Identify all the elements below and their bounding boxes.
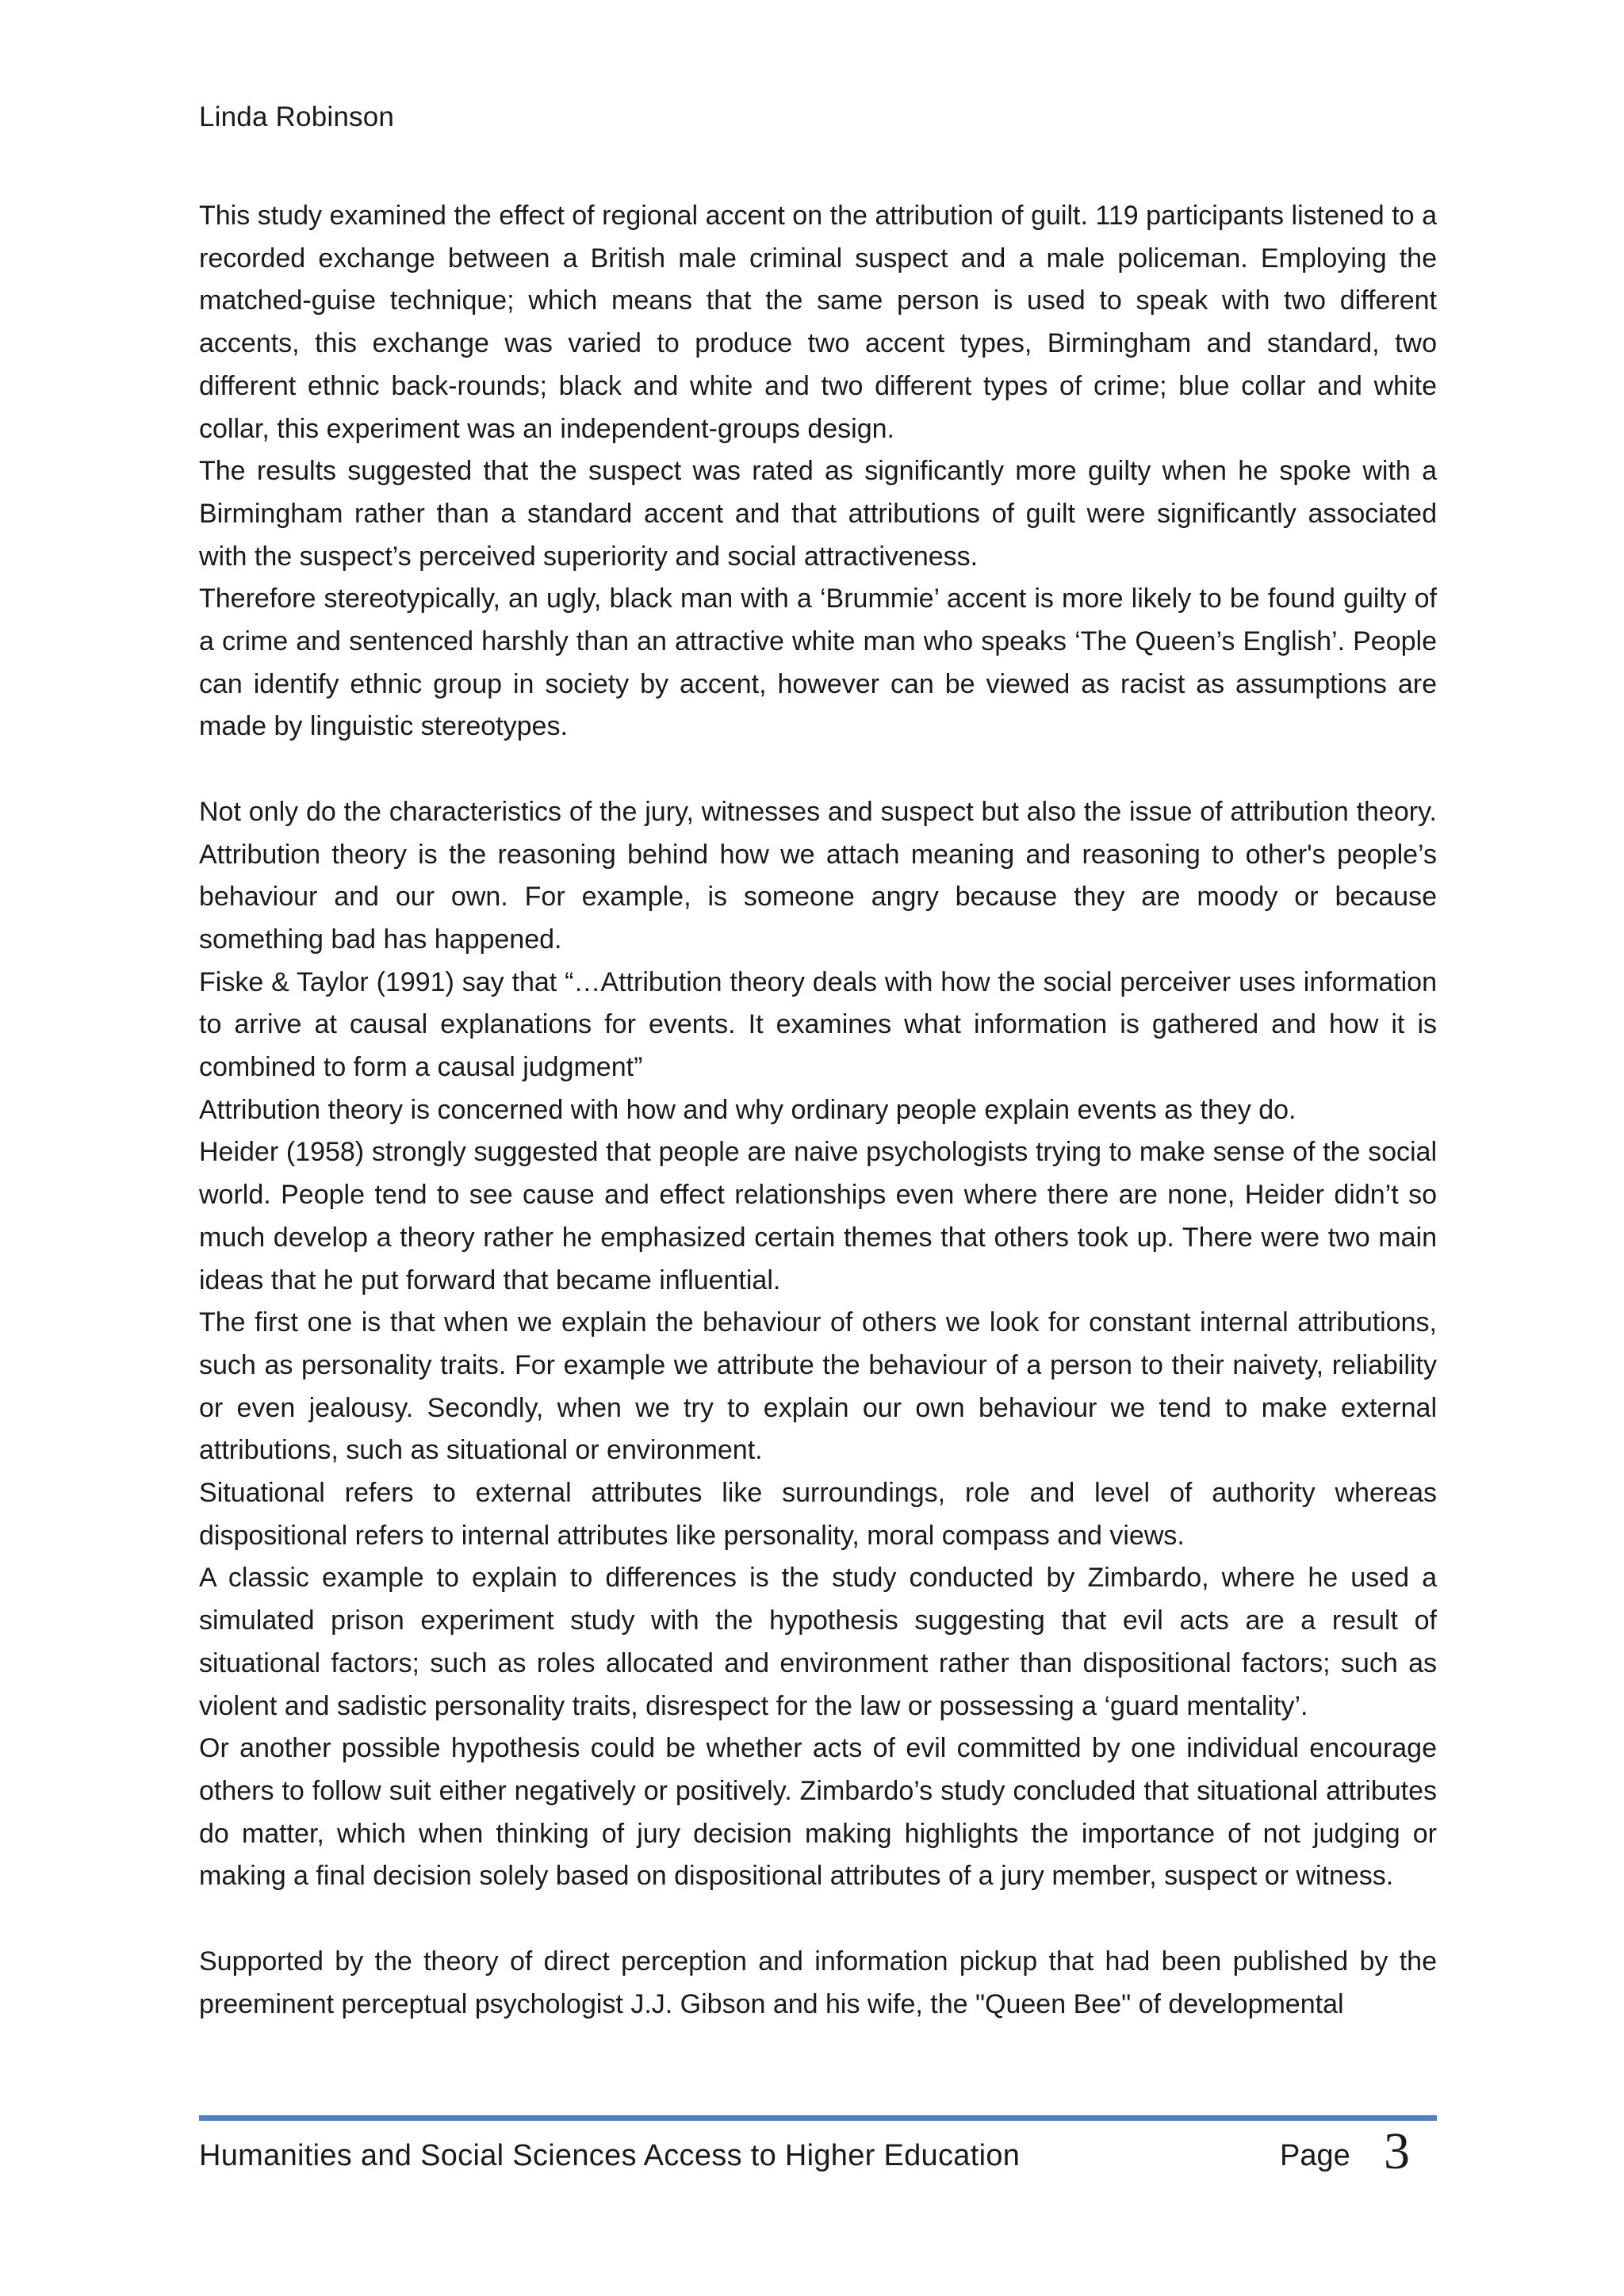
paragraph-internal-external: The first one is that when we explain the behaviour of others we look for constant internal attributions, such as personality traits. For example we attribute the behaviour of a person to their naivety, reliability or even jealousy. Secondly, when we try to explain our own behaviour we tend to make external attributions, such as situational or environment.: [199, 1307, 1437, 1466]
paragraph-stereotypes: Therefore stereotypically, an ugly, black man with a ‘Brummie’ accent is more likely to be found guilty of a crime and sentenced harshly than an attractive white man who speaks ‘The Queen’s English’. People can identify ethnic group in society by accent, however can be viewed as racist as assumptions are made by linguistic stereotypes.: [199, 584, 1437, 742]
paragraph-study-summary: This study examined the effect of regional accent on the attribution of guilt. 119 participants listened to a recorded exchange between a British male criminal suspect and a male policeman. Employing the matched-guise technique; which means that the same person is used to speak with two different accents, this exchange was varied to produce two accent types, Birmingham and standard, two different ethnic back-rounds; black and white and two different types of crime; blue collar and white collar, this experiment was an independent-groups design.: [199, 201, 1437, 444]
paragraph-results: The results suggested that the suspect was rated as significantly more guilty when he spoke with a Birmingham rather than a standard accent and that attributions of guilt were significantly associated with the suspect’s perceived superiority and social attractiveness.: [199, 456, 1437, 572]
paragraph-fiske-taylor: Fiske & Taylor (1991) say that “…Attribution theory deals with how the social perceiver uses information to arrive at causal explanations for events. It examines what information is gathered and how it is combined to form a causal judgment”: [199, 966, 1437, 1083]
footer-page-number: 3: [1384, 2122, 1410, 2180]
footer-course-title: Humanities and Social Sciences Access to Higher Education: [199, 2139, 1021, 2172]
page-header-author: Linda Robinson: [199, 101, 395, 132]
paragraph-hypothesis: Or another possible hypothesis could be whether acts of evil committed by one individual encourage others to follow suit either negatively or positively. Zimbardo’s study concluded that situational attributes do matter, which when thinking of jury decision making highlights the importance of not judging or making a final decision solely based on dispositional attributes of a jury member, suspect or witness.: [199, 1733, 1437, 1892]
paragraph-heider: Heider (1958) strongly suggested that people are naive psychologists trying to make sense of the social world. People tend to see cause and effect relationships even where there are none, Heider didn’t so much develop a theory rather he emphasized certain themes that others took up. There were two main ideas that he put forward that became influential.: [199, 1137, 1437, 1295]
footer-divider: [199, 2115, 1437, 2121]
paragraph-zimbardo: A classic example to explain to differences is the study conducted by Zimbardo, where he used a simulated prison experiment study with the hypothesis suggesting that evil acts are a result of situational factors; such as roles allocated and environment rather than dispositional factors; such as violent and sadistic personality traits, disrespect for the law or possessing a ‘guard mentality’.: [199, 1563, 1437, 1721]
paragraph-attribution-theory: Not only do the characteristics of the jury, witnesses and suspect but also the issue of attribution theory. Attribution theory is the reasoning behind how we attach meaning and reasoning to other's people’s behaviour and our own. For example, is someone angry because they are moody or because something bad has happened.: [199, 796, 1437, 955]
body-text: [199, 195, 1437, 2026]
paragraph-gibson: Supported by the theory of direct perception and information pickup that had been published by the preeminent perceptual psychologist J.J. Gibson and his wife, the "Queen Bee" of developmental: [199, 1946, 1437, 2019]
paragraph-attribution-definition: Attribution theory is concerned with how and why ordinary people explain events as they do.: [199, 1094, 1297, 1125]
footer-page-label: Page: [1280, 2139, 1350, 2172]
paragraph-situational-dispositional: Situational refers to external attributes like surroundings, role and level of authority whereas dispositional refers to internal attributes like personality, moral compass and views.: [199, 1478, 1437, 1551]
